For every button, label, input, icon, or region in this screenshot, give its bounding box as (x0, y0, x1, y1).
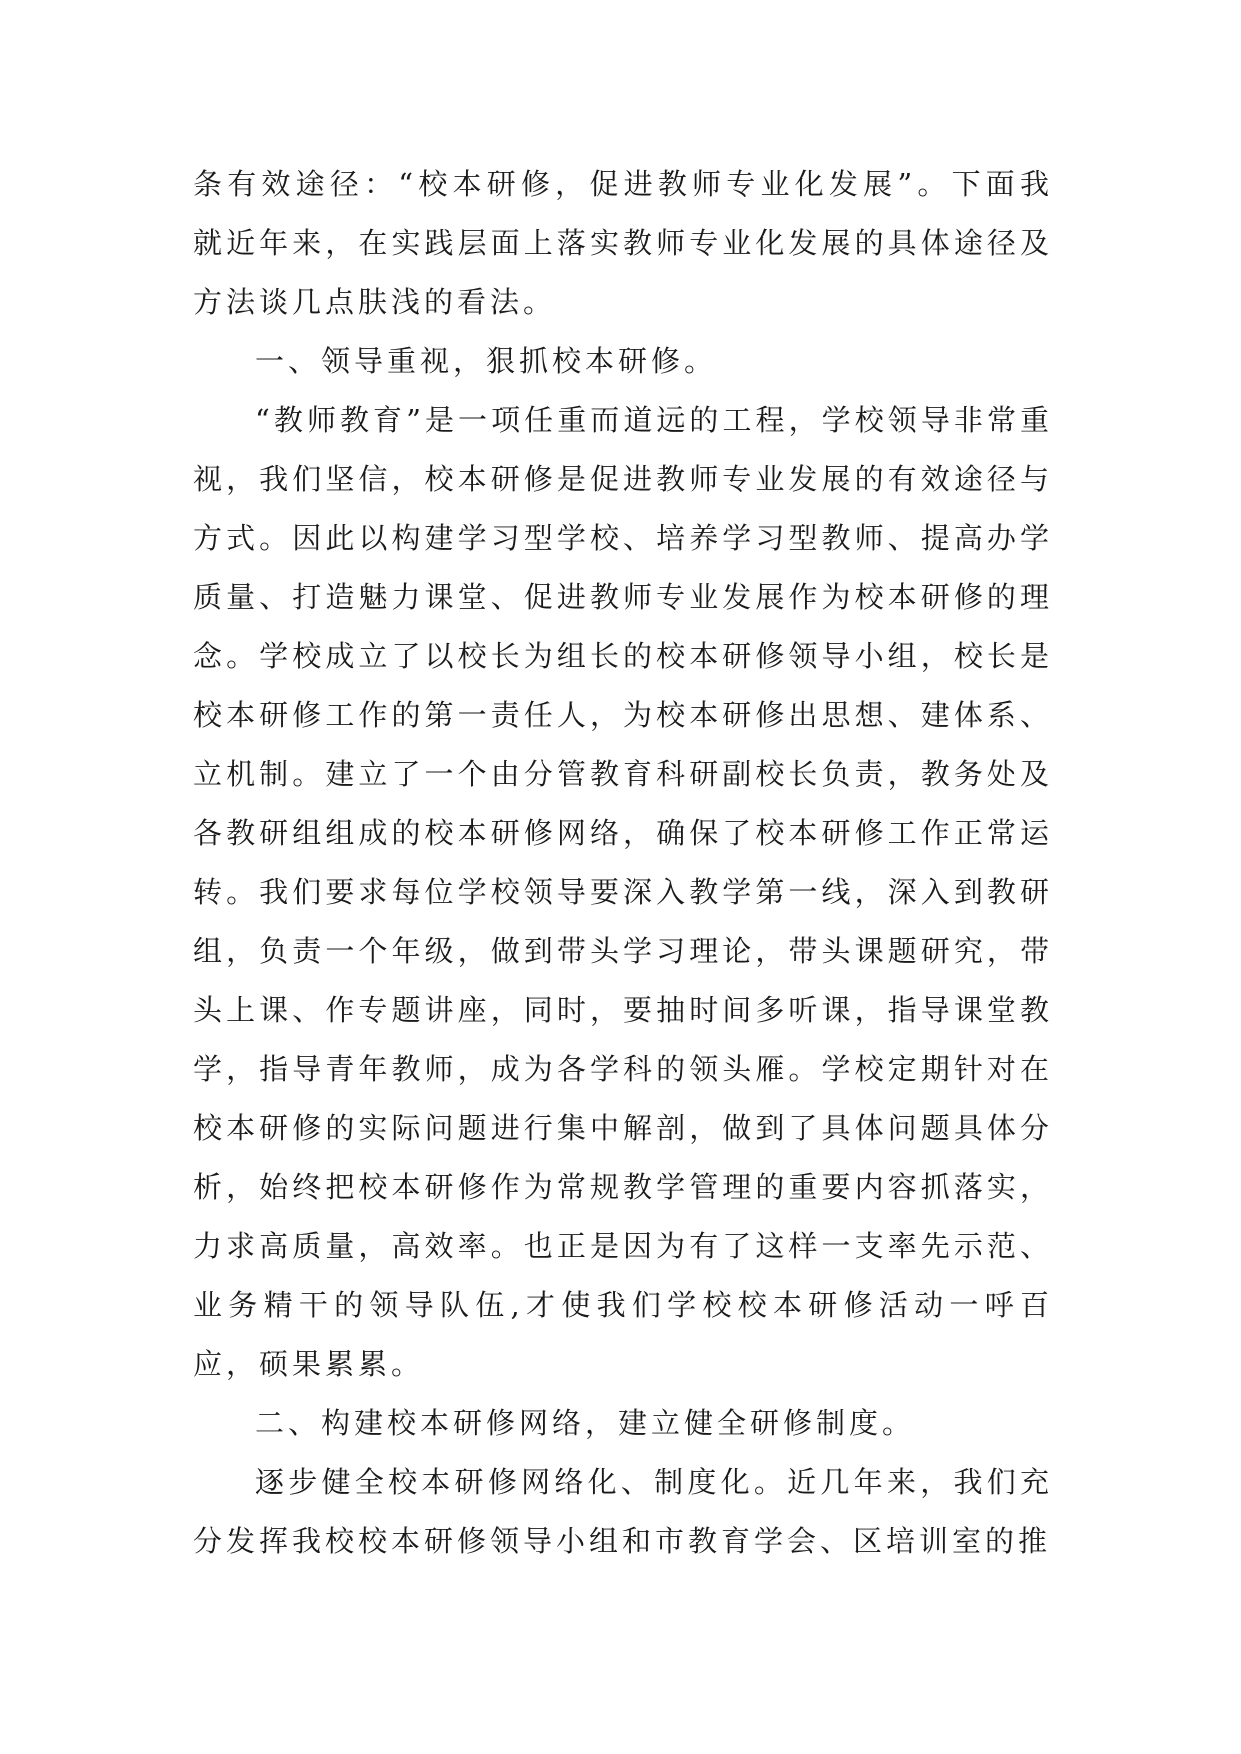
section-heading-1: 一、领导重视，狠抓校本研修。 (255, 344, 718, 378)
paragraph-section-1: “教师教育”是一项任重而道远的工程，学校领导非常重视，我们坚信，校本研修是促进教师专业发展的有效途径与方式。因此以构建学习型学校、培养学习型教师、提高办学质量、打造魅力课堂、促进教师专业发展作为校本研修的理念。学校成立了以校长为组长的校本研修领导小组，校长是校本研修工作的第一责任人，为校本研修出思想、建体系、立机制。建立了一个由分管教育科研副校长负责，教务处及各教研组组成的校本研修网络，确保了校本研修工作正常运转。我们要求每位学校领导要深入教学第一线，深入到教研组，负责一个年级，做到带头学习理论，带头课题研究，带头上课、作专题讲座，同时，要抽时间多听课，指导课堂教学，指导青年教师，成为各学科的领头雁。学校定期针对在校本研修的实际问题进行集中解剖，做到了具体问题具体分析，始终把校本研修作为常规教学管理的重要内容抓落实，力求高质量，高效率。也正是因为有了这样一支率先示范、业务精干的领导队伍,才使我们学校校本研修活动一呼百应，硕果累累。 (193, 403, 1053, 1381)
document-body (193, 155, 1053, 1571)
paragraph-intro-continuation: 条有效途径：“校本研修，促进教师专业化发展”。下面我就近年来，在实践层面上落实教师专业化发展的具体途径及方法谈几点肤浅的看法。 (193, 167, 1053, 319)
paragraph-section-2: 逐步健全校本研修网络化、制度化。近几年来，我们充分发挥我校校本研修领导小组和市教育学会、区培训室的推 (193, 1465, 1053, 1558)
section-heading-2: 二、构建校本研修网络，建立健全研修制度。 (255, 1406, 916, 1440)
